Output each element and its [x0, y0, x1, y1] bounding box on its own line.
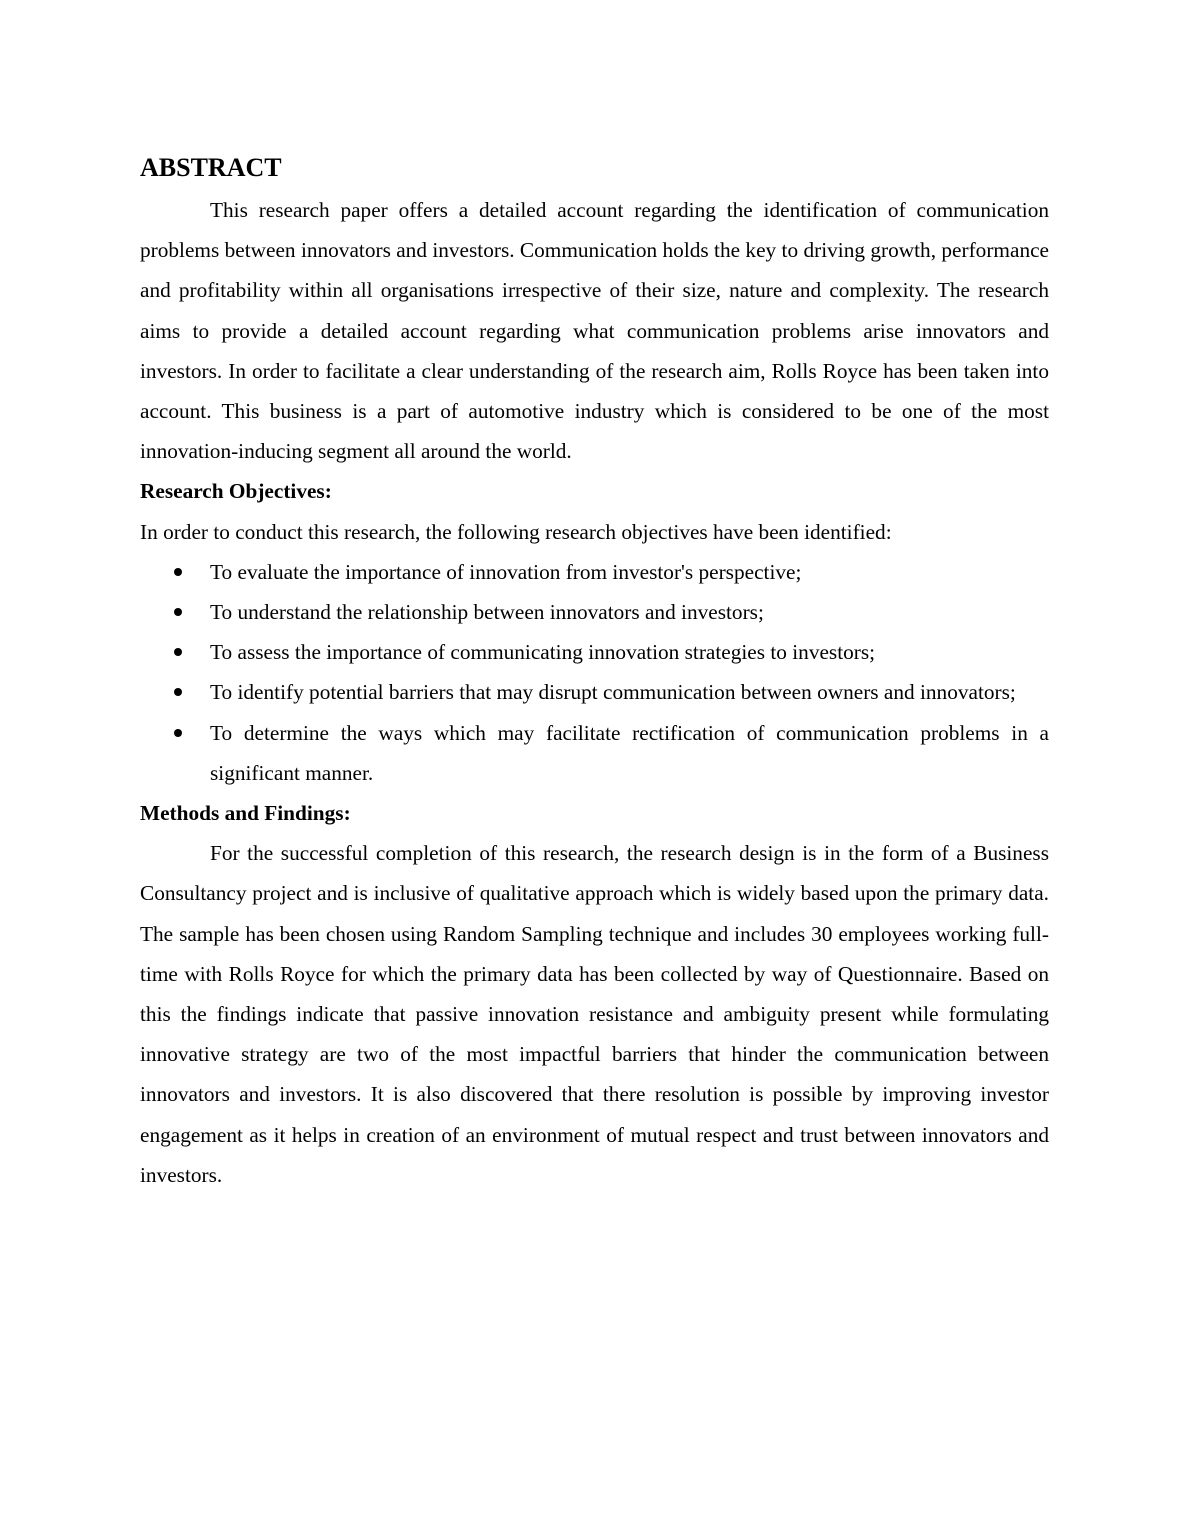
bullet-icon: [174, 688, 182, 696]
bullet-icon: [174, 729, 182, 737]
objectives-heading: Research Objectives:: [140, 479, 332, 504]
objective-text: To understand the relationship between innovators and investors;: [210, 600, 764, 625]
objective-item: [140, 552, 1049, 592]
objectives-intro: In order to conduct this research, the following research objectives have been identified:: [140, 519, 892, 544]
objective-text: To determine the ways which may facilitate rectification of communication problems in a significant manner.: [210, 720, 1049, 785]
bullet-icon: [174, 608, 182, 616]
abstract-paragraph: This research paper offers a detailed account regarding the identification of communication problems between innovators and investors. Communication holds the key to driving growth, performance and profitability within all organisations irrespective of their size, nature and complexity. The research aims to provide a detailed account regarding what communication problems arise innovators and investors. In order to facilitate a clear understanding of the research aim, Rolls Royce has been taken into account. This business is a part of automotive industry which is considered to be one of the most innovation-inducing segment all around the world.: [140, 198, 1049, 464]
objective-text: To assess the importance of communicating innovation strategies to investors;: [210, 640, 876, 665]
methods-paragraph: For the successful completion of this research, the research design is in the form of a Business Consultancy project and is inclusive of qualitative approach which is widely based upon the primary data. The sample has been chosen using Random Sampling technique and includes 30 employees working full-time with Rolls Royce for which the primary data has been collected by way of Questionnaire. Based on this the findings indicate that passive innovation resistance and ambiguity present while formulating innovative strategy are two of the most impactful barriers that hinder the communication between innovators and investors. It is also discovered that there resolution is possible by improving investor engagement as it helps in creation of an environment of mutual respect and trust between innovators and investors.: [140, 841, 1049, 1187]
objective-item: [140, 672, 1049, 712]
objective-text: To evaluate the importance of innovation from investor's perspective;: [210, 559, 802, 584]
document-page: [140, 148, 1049, 1195]
objective-item: [140, 592, 1049, 632]
objective-item: [140, 713, 1049, 793]
objective-text: To identify potential barriers that may disrupt communication between owners and innovators;: [210, 680, 1016, 705]
bullet-icon: [174, 568, 182, 576]
objective-item: [140, 632, 1049, 672]
methods-heading: Methods and Findings:: [140, 801, 351, 826]
abstract-title: ABSTRACT: [140, 153, 282, 182]
bullet-icon: [174, 648, 182, 656]
objectives-list: [140, 552, 1049, 793]
